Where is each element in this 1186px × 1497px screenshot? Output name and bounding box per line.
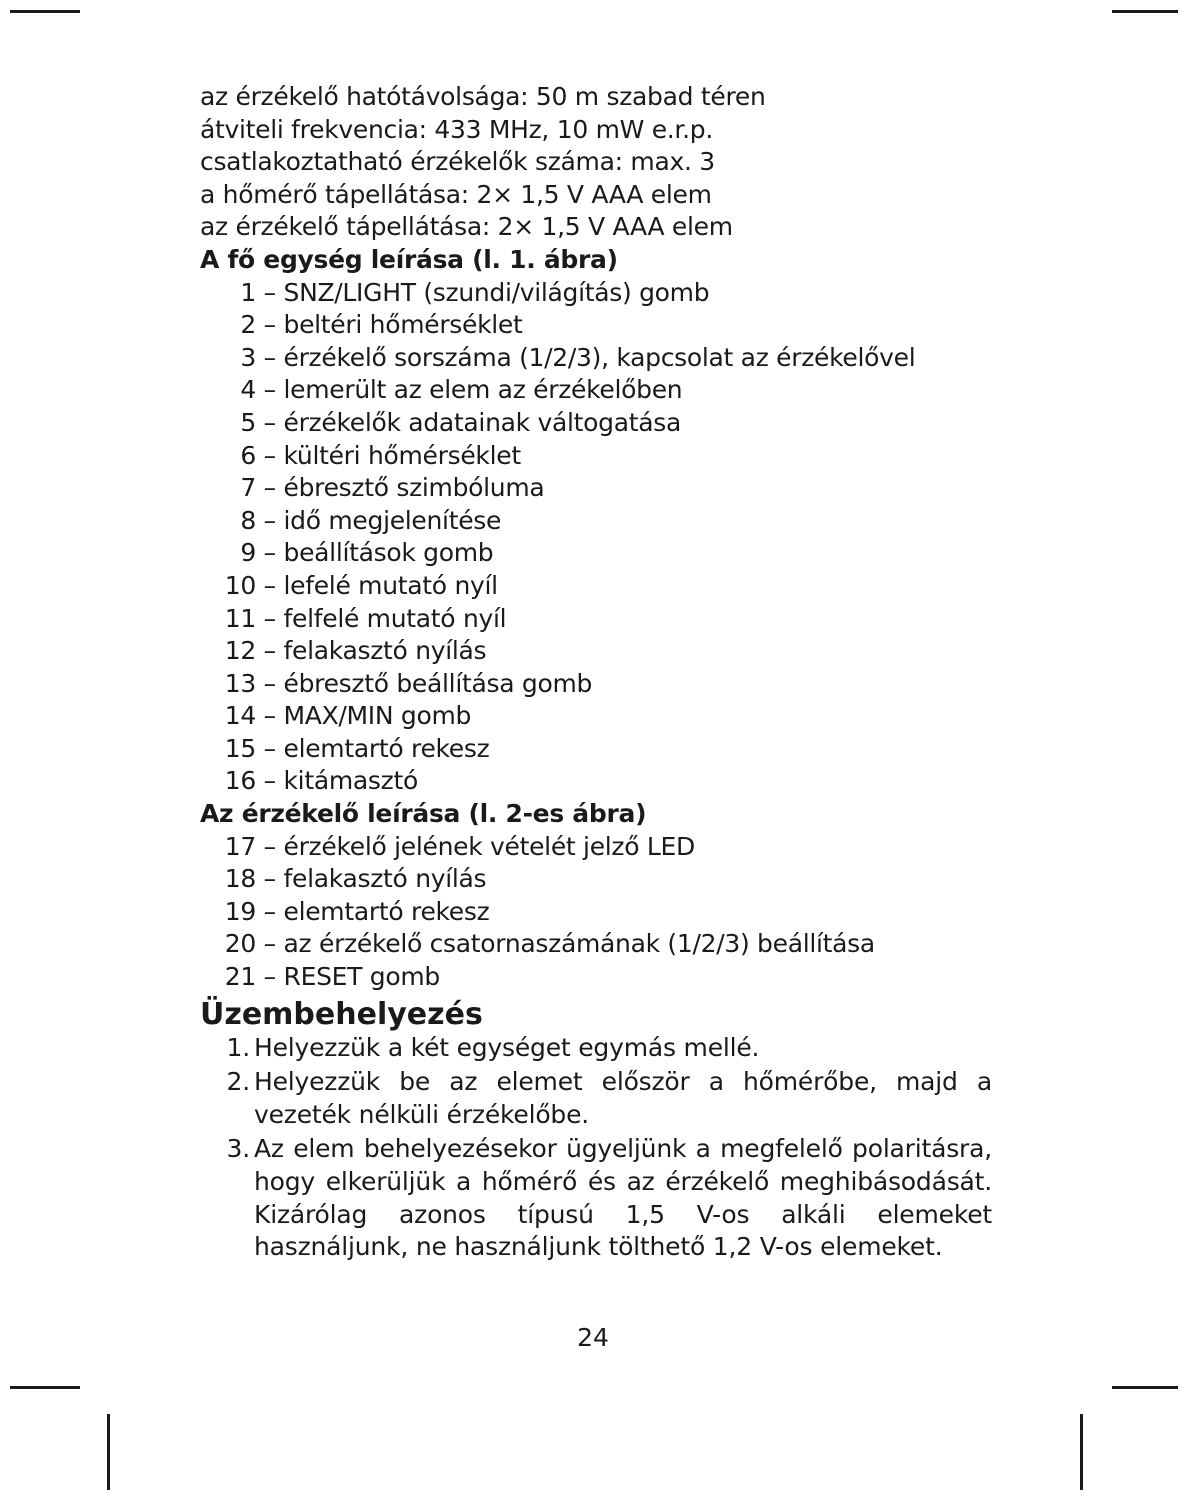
item-number: 5 — [240, 407, 256, 437]
item-text: – elemtartó rekesz — [263, 733, 490, 763]
list-item — [200, 537, 1000, 570]
list-item — [200, 407, 1000, 440]
item-number: 7 — [240, 473, 256, 503]
item-number: 4 — [240, 375, 256, 405]
list-item — [200, 896, 1000, 929]
item-number: 14 — [224, 701, 256, 731]
setup-step — [200, 1133, 1000, 1263]
item-number: 8 — [240, 505, 256, 535]
main-unit-heading: A fő egység leírása (l. 1. ábra) — [200, 244, 618, 274]
list-item — [200, 472, 1000, 505]
item-number: 20 — [224, 929, 256, 959]
crop-mark-bottom-left — [10, 1386, 80, 1389]
list-item — [200, 570, 1000, 603]
list-item — [200, 277, 1000, 310]
setup-step — [200, 1066, 1000, 1131]
item-text: – SNZ/LIGHT (szundi/világítás) gomb — [263, 277, 710, 307]
item-text: – kitámasztó — [263, 766, 418, 796]
item-number: 3 — [240, 342, 256, 372]
item-text: – felakasztó nyílás — [263, 864, 487, 894]
step-number: 3. — [226, 1134, 250, 1164]
item-number: 10 — [224, 570, 256, 600]
list-item — [200, 374, 1000, 407]
crop-mark-vertical-right — [1080, 1414, 1083, 1490]
step-number: 1. — [226, 1032, 250, 1062]
item-text: – MAX/MIN gomb — [263, 701, 472, 731]
item-text: – lefelé mutató nyíl — [263, 570, 498, 600]
item-number: 15 — [224, 733, 256, 763]
item-text: – RESET gomb — [263, 962, 440, 992]
list-item — [200, 440, 1000, 473]
main-unit-list — [200, 277, 1000, 799]
step-number: 2. — [226, 1067, 250, 1097]
item-number: 11 — [224, 603, 256, 633]
item-text: – érzékelő jelének vételét jelző LED — [263, 831, 695, 861]
list-item — [200, 668, 1000, 701]
item-number: 2 — [240, 310, 256, 340]
item-number: 19 — [224, 896, 256, 926]
item-text: – felakasztó nyílás — [263, 636, 487, 666]
setup-steps — [200, 1032, 1000, 1264]
list-item — [200, 863, 1000, 896]
list-item — [200, 309, 1000, 342]
crop-mark-top-right — [1112, 10, 1178, 13]
list-item — [200, 635, 1000, 668]
item-text: – idő megjelenítése — [263, 505, 502, 535]
item-number: 21 — [224, 962, 256, 992]
manual-page — [200, 81, 1000, 1266]
list-item — [200, 505, 1000, 538]
step-text: Helyezzük be az elemet először a hőmérőbe, majd a vezeték nélküli érzékelőbe. — [254, 1067, 992, 1129]
list-item — [200, 700, 1000, 733]
specs-list — [200, 81, 1000, 244]
item-number: 6 — [240, 440, 256, 470]
sensor-list — [200, 831, 1000, 994]
spec-line: az érzékelő hatótávolsága: 50 m szabad téren — [200, 82, 766, 111]
item-text: – ébresztő szimbóluma — [263, 473, 545, 503]
item-number: 12 — [224, 636, 256, 666]
item-number: 16 — [224, 766, 256, 796]
item-text: – beállítások gomb — [263, 538, 494, 568]
list-item — [200, 765, 1000, 798]
item-number: 18 — [224, 864, 256, 894]
item-text: – felfelé mutató nyíl — [263, 603, 507, 633]
list-item — [200, 603, 1000, 636]
item-number: 9 — [240, 538, 256, 568]
item-number: 13 — [224, 668, 256, 698]
item-text: – érzékelő sorszáma (1/2/3), kapcsolat az érzékelővel — [263, 342, 916, 372]
page-number: 24 — [577, 1323, 609, 1352]
setup-title: Üzembehelyezés — [200, 996, 483, 1032]
item-text: – érzékelők adatainak váltogatása — [263, 407, 681, 437]
crop-mark-vertical-left — [107, 1414, 110, 1490]
step-text: Az elem behelyezésekor ügyeljünk a megfelelő polaritásra, hogy elkerüljük a hőmérő és az érzékelő meghibásodását. Kizárólag azonos típusú 1,5 V-os alkáli elemeket használjunk, ne használjunk tölthető 1,2 V-os elemeket. — [254, 1134, 992, 1262]
item-number: 1 — [240, 277, 256, 307]
item-text: – ébresztő beállítása gomb — [263, 668, 593, 698]
crop-mark-bottom-right — [1112, 1386, 1178, 1389]
spec-line: az érzékelő tápellátása: 2× 1,5 V AAA elem — [200, 212, 733, 242]
list-item — [200, 342, 1000, 375]
spec-line: a hőmérő tápellátása: 2× 1,5 V AAA elem — [200, 179, 712, 209]
setup-step — [200, 1032, 1000, 1065]
list-item — [200, 961, 1000, 994]
item-text: – kültéri hőmérséklet — [263, 440, 521, 470]
list-item — [200, 733, 1000, 766]
spec-line: átviteli frekvencia: 433 MHz, 10 mW e.r.p. — [200, 114, 713, 144]
item-text: – beltéri hőmérséklet — [263, 310, 523, 340]
spec-line: csatlakoztatható érzékelők száma: max. 3 — [200, 147, 715, 177]
item-text: – az érzékelő csatornaszámának (1/2/3) beállítása — [263, 929, 875, 959]
list-item — [200, 928, 1000, 961]
crop-mark-top-left — [10, 10, 80, 13]
item-text: – lemerült az elem az érzékelőben — [263, 375, 683, 405]
sensor-heading: Az érzékelő leírása (l. 2-es ábra) — [200, 799, 647, 829]
step-text: Helyezzük a két egységet egymás mellé. — [254, 1032, 760, 1062]
item-text: – elemtartó rekesz — [263, 896, 490, 926]
item-number: 17 — [224, 831, 256, 861]
list-item — [200, 831, 1000, 864]
